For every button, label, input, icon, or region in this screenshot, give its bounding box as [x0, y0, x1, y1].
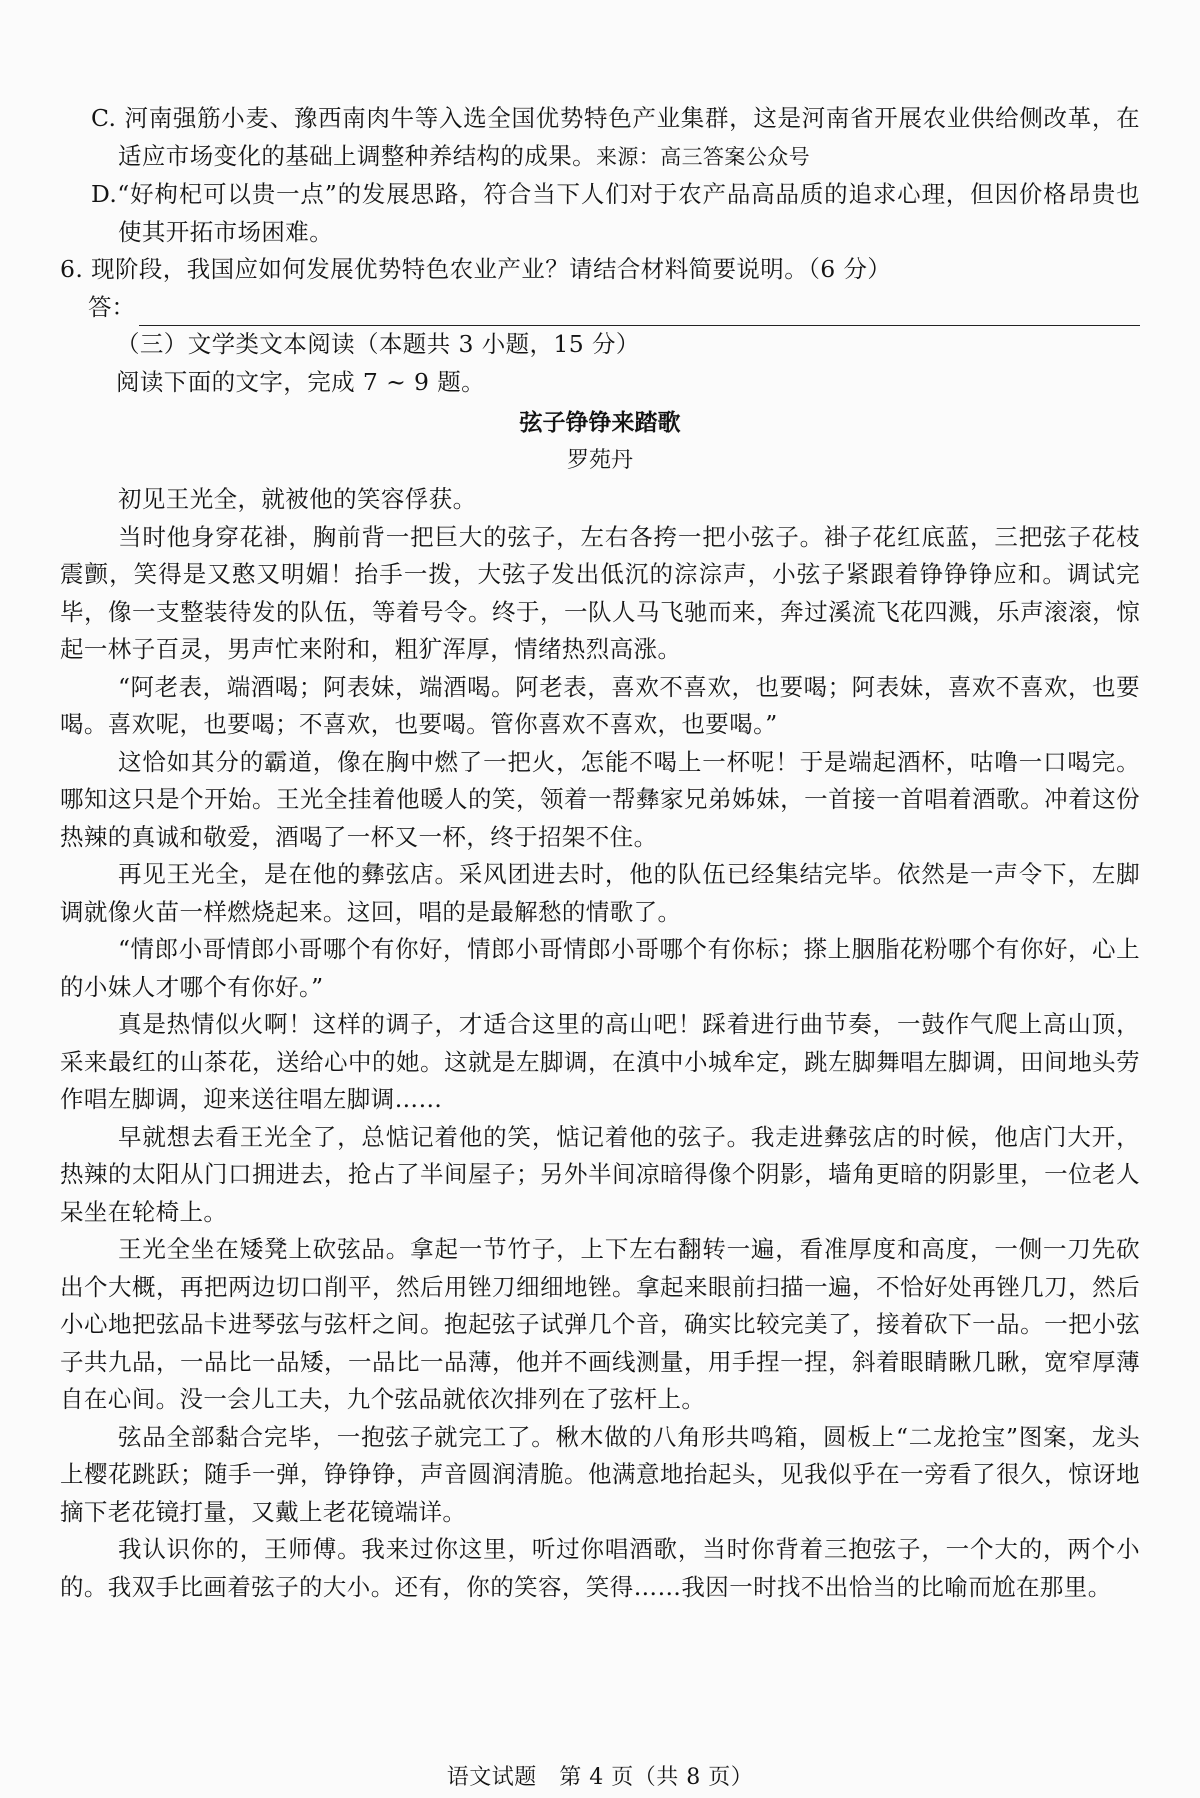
answer-line[interactable] — [139, 303, 1140, 326]
option-c — [60, 100, 1140, 176]
article-paragraph: 早就想去看王光全了，总惦记着他的笑，惦记着他的弦子。我走进彝弦店的时候，他店门大开，热辣的太阳从门口拥进去，抢占了半间屋子；另外半间凉暗得像个阴影，墙角更暗的阴影里，一位老人呆坐在轮椅上。 — [60, 1122, 1140, 1226]
answer-area — [60, 289, 1140, 327]
article-paragraph: 王光全坐在矮凳上砍弦品。拿起一节竹子，上下左右翻转一遍，看准厚度和高度，一侧一刀先砍出个大概，再把两边切口削平，然后用锉刀细细地锉。拿起来眼前扫描一遍，不恰好处再锉几刀，然后小心地把弦品卡进琴弦与弦杆之间。抱起弦子试弹几个音，确实比较完美了，接着砍下一品。一把小弦子共九品，一品比一品矮，一品比一品薄，他并不画线测量，用手捏一捏，斜着眼睛瞅几瞅，宽窄厚薄自在心间。没一会儿工夫，九个弦品就依次排列在了弦杆上。 — [60, 1235, 1140, 1413]
article-paragraph: “阿老表，端酒喝；阿表妹，端酒喝。阿老表，喜欢不喜欢，也要喝；阿表妹，喜欢不喜欢，也要喝。喜欢呢，也要喝；不喜欢，也要喝。管你喜欢不喜欢，也要喝。” — [60, 672, 1140, 738]
section-instruction: 阅读下面的文字，完成 7 ~ 9 题。 — [116, 367, 486, 396]
article-title: 弦子铮铮来踏歌 — [519, 410, 681, 436]
article-author: 罗苑丹 — [566, 448, 633, 473]
page-footer: 语文试题 第 4 页（共 8 页） — [446, 1765, 754, 1790]
article-paragraph: “情郎小哥情郎小哥哪个有你好，情郎小哥情郎小哥哪个有你标；搽上胭脂花粉哪个有你好，心上的小妹人才哪个有你好。” — [60, 935, 1140, 1001]
source-note: 来源：高三答案公众号 — [596, 144, 810, 169]
option-d: D.“好枸杞可以贵一点”的发展思路，符合当下人们对于农产品高品质的追求心理，但因价格昂贵也使其开拓市场困难。 — [91, 180, 1140, 246]
question-6: 6. 现阶段，我国应如何发展优势特色农业产业？请结合材料简要说明。（6 分） — [60, 255, 892, 283]
article-paragraph: 这恰如其分的霸道，像在胸中燃了一把火，怎能不喝上一杯呢！于是端起酒杯，咕噜一口喝完。哪知这只是个开始。王光全挂着他暖人的笑，领着一帮彝家兄弟姊妹，一首接一首唱着酒歌。冲着这份热辣的真诚和敬爱，酒喝了一杯又一杯，终于招架不住。 — [60, 747, 1140, 851]
article-paragraph: 当时他身穿花褂，胸前背一把巨大的弦子，左右各挎一把小弦子。褂子花红底蓝，三把弦子花枝震颤，笑得是又憨又明媚！抬手一拨，大弦子发出低沉的淙淙声，小弦子紧跟着铮铮铮应和。调试完毕，像一支整装待发的队伍，等着号令。终于，一队人马飞驰而来，奔过溪流飞花四溅，乐声滚滚，惊起一林子百灵，男声忙来附和，粗犷浑厚，情绪热烈高涨。 — [60, 522, 1140, 663]
answer-label: 答： — [88, 292, 135, 321]
article-paragraph: 真是热情似火啊！这样的调子，才适合这里的高山吧！踩着进行曲节奏，一鼓作气爬上高山顶，采来最红的山茶花，送给心中的她。这就是左脚调，在滇中小城牟定，跳左脚舞唱左脚调，田间地头劳作唱左脚调，迎来送往唱左脚调…… — [60, 1010, 1140, 1113]
page-content — [60, 100, 1140, 1606]
article-paragraph: 再见王光全，是在他的彝弦店。采风团进去时，他的队伍已经集结完毕。依然是一声令下，左脚调就像火苗一样燃烧起来。这回，唱的是最解愁的情歌了。 — [60, 860, 1140, 926]
article-paragraph: 我认识你的，王师傅。我来过你这里，听过你唱酒歌，当时你背着三抱弦子，一个大的，两个小的。我双手比画着弦子的大小。还有，你的笑容，笑得……我因一时找不出恰当的比喻而尬在那里。 — [60, 1535, 1140, 1601]
option-c-text: C. 河南强筋小麦、豫西南肉牛等入选全国优势特色产业集群，这是河南省开展农业供给侧改革，在适应市场变化的基础上调整种养结构的成果。 — [91, 104, 1140, 170]
article-paragraph: 初见王光全，就被他的笑容俘获。 — [118, 485, 477, 513]
section-heading: （三）文学类文本阅读（本题共 3 小题，15 分） — [116, 330, 640, 358]
article-paragraph: 弦品全部黏合完毕，一抱弦子就完工了。楸木做的八角形共鸣箱，圆板上“二龙抢宝”图案，龙头上樱花跳跃；随手一弹，铮铮铮，声音圆润清脆。他满意地抬起头，见我似乎在一旁看了很久，惊讶地摘下老花镜打量，又戴上老花镜端详。 — [60, 1422, 1140, 1526]
